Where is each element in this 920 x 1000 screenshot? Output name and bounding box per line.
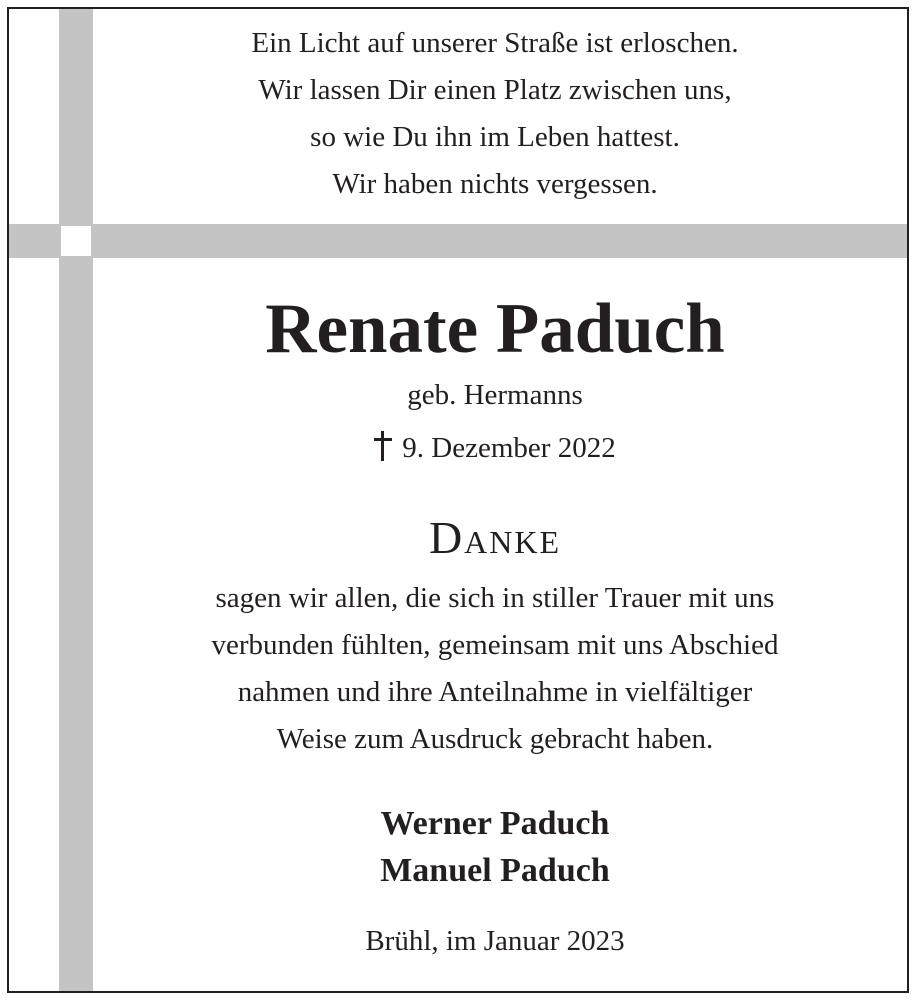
cross-center-window <box>59 224 93 258</box>
poem-line: Wir haben nichts vergessen. <box>332 168 658 200</box>
thanks-line: Weise zum Ausdruck gebracht haben. <box>276 723 714 755</box>
place-and-date: Brühl, im Januar 2023 <box>365 925 625 957</box>
death-date: 9. Dezember 2022 <box>402 432 616 464</box>
cross-horizontal-bar <box>9 224 907 258</box>
cross-vertical-bar <box>59 9 93 991</box>
deceased-name: Renate Paduch <box>265 290 725 368</box>
thanks-heading: Danke <box>428 512 562 563</box>
memorial-poem <box>90 20 900 208</box>
thanks-text <box>90 575 900 763</box>
thanks-line: nahmen und ihre Anteilnahme in vielfältiger <box>237 676 753 708</box>
signer-name: Manuel Paduch <box>380 852 610 889</box>
maiden-name: geb. Hermanns <box>407 379 583 411</box>
poem-line: Ein Licht auf unserer Straße ist erloschen. <box>251 27 739 59</box>
thanks-line: verbunden fühlten, gemeinsam mit uns Abschied <box>211 629 779 661</box>
signer-name: Werner Paduch <box>380 805 610 842</box>
signers <box>90 800 900 894</box>
poem-line: Wir lassen Dir einen Platz zwischen uns, <box>258 74 732 106</box>
thanks-line: sagen wir allen, die sich in stiller Trauer mit uns <box>215 582 775 614</box>
poem-line: so wie Du ihn im Leben hattest. <box>310 121 680 153</box>
death-cross-icon <box>374 431 392 461</box>
death-date-line <box>90 429 900 467</box>
